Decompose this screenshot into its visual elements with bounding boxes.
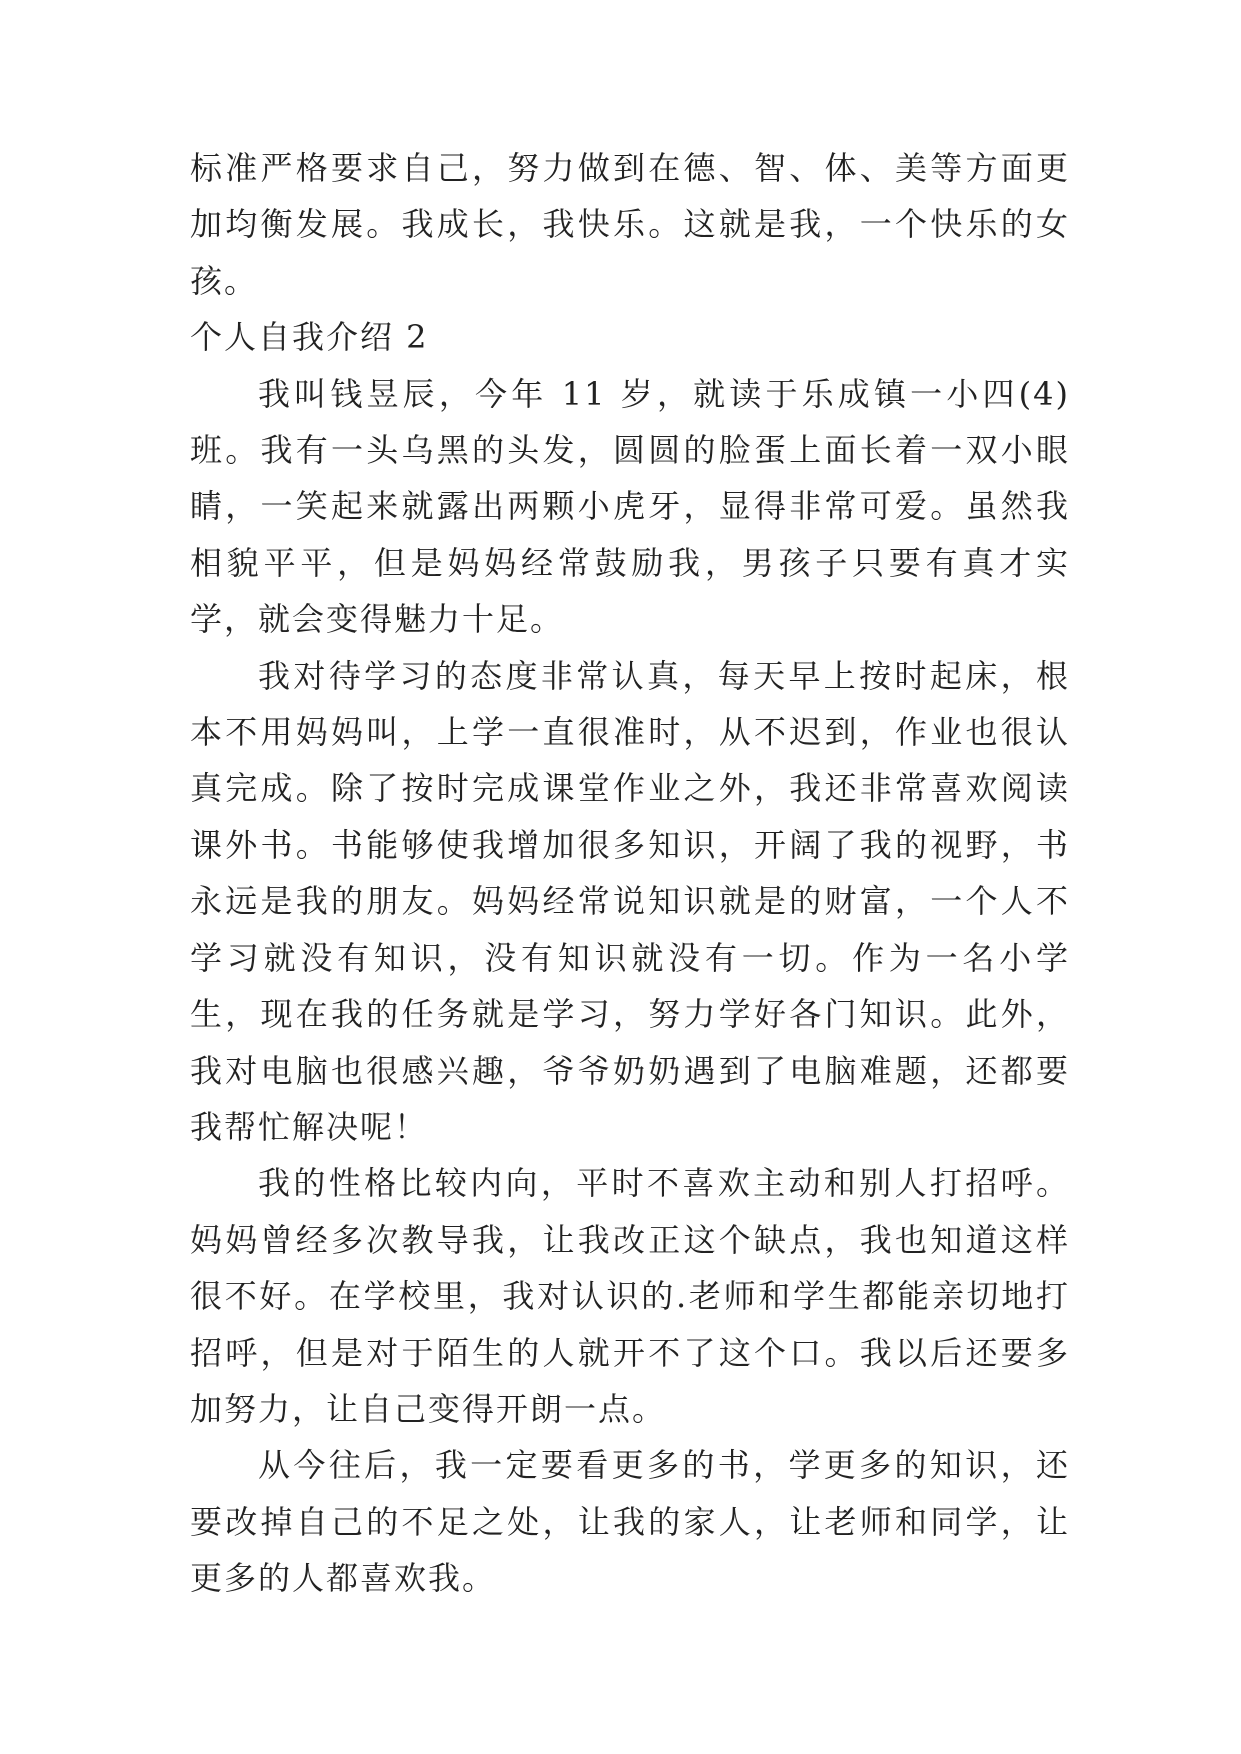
paragraph-continuation: 标准严格要求自己，努力做到在德、智、体、美等方面更加均衡发展。我成长，我快乐。这就是我，一个快乐的女孩。 — [190, 149, 1070, 300]
document-page — [190, 140, 1070, 1607]
paragraph-conclusion: 从今往后，我一定要看更多的书，学更多的知识，还要改掉自己的不足之处，让我的家人，让老师和同学，让更多的人都喜欢我。 — [190, 1446, 1070, 1598]
paragraph-study: 我对待学习的态度非常认真，每天早上按时起床，根本不用妈妈叫，上学一直很准时，从不迟到，作业也很认真完成。除了按时完成课堂作业之外，我还非常喜欢阅读课外书。书能够使我增加很多知识，开阔了我的视野，书永远是我的朋友。妈妈经常说知识就是的财富，一个人不学习就没有知识，没有知识就没有一切。作为一名小学生，现在我的任务就是学习，努力学好各门知识。此外，我对电脑也很感兴趣，爷爷奶奶遇到了电脑难题，还都要我帮忙解决呢！ — [190, 656, 1070, 1146]
paragraph-personality: 我的性格比较内向，平时不喜欢主动和别人打招呼。妈妈曾经多次教导我，让我改正这个缺点，我也知道这样很不好。在学校里，我对认识的.老师和学生都能亲切地打招呼，但是对于陌生的人就开不了这个口。我以后还要多加努力，让自己变得开朗一点。 — [190, 1164, 1070, 1428]
paragraph-intro: 我叫钱昱辰，今年 11 岁，就读于乐成镇一小四(4)班。我有一头乌黑的头发，圆圆的脸蛋上面长着一双小眼睛，一笑起来就露出两颗小虎牙，显得非常可爱。虽然我相貌平平，但是妈妈经常鼓励我，男孩子只要有真才实学，就会变得魅力十足。 — [190, 374, 1070, 639]
section-heading: 个人自我介绍 2 — [190, 318, 429, 357]
